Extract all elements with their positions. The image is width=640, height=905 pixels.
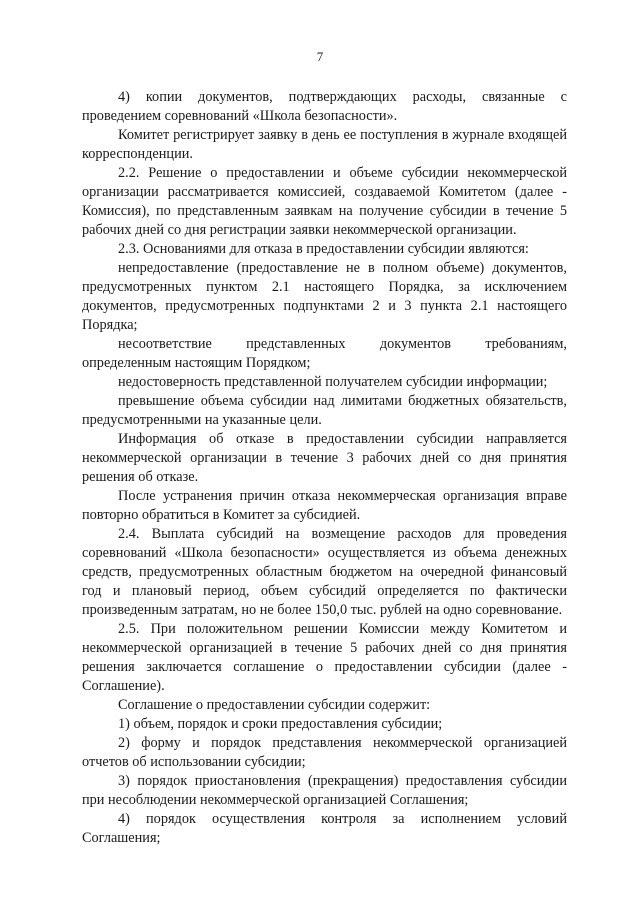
paragraph-16: 3) порядок приостановления (прекращения) предоставления субсидии при несоблюдении некоммерческой организацией Соглашения; (82, 773, 567, 808)
paragraph-6: несоответствие представленных документов требованиям, определенным настоящим Порядком; (82, 336, 567, 371)
paragraph-14: 1) объем, порядок и сроки предоставления субсидии; (118, 716, 443, 732)
paragraph-8: превышение объема субсидии над лимитами бюджетных обязательств, предусмотренными на указанные цели. (82, 393, 567, 428)
paragraph-11: 2.4. Выплата субсидий на возмещение расходов для проведения соревнований «Школа безопасности» осуществляется из объема денежных средств, предусмотренных областным бюджетом на очередной финансовый год и плановый период, объем субсидий определяется по фактически произведенным затратам, но не более 150,0 тыс. рублей на одно соревнование. (82, 526, 567, 618)
paragraph-4: 2.3. Основаниями для отказа в предоставлении субсидии являются: (118, 241, 529, 257)
paragraph-15: 2) форму и порядок представления некоммерческой организацией отчетов об использовании субсидии; (82, 735, 567, 770)
page-number: 7 (316, 49, 324, 64)
paragraph-1: 4) копии документов, подтверждающих расходы, связанные с проведением соревнований «Школа безопасности». (82, 89, 567, 124)
paragraph-2: Комитет регистрирует заявку в день ее поступления в журнале входящей корреспонденции. (82, 127, 567, 162)
paragraph-3: 2.2. Решение о предоставлении и объеме субсидии некоммерческой организации рассматривается комиссией, создаваемой Комитетом (далее - Комиссия), по представленным заявкам на получение субсидии в течение 5 рабочих дней со дня регистрации заявки некоммерческой организации. (82, 165, 567, 238)
paragraph-17: 4) порядок осуществления контроля за исполнением условий Соглашения; (82, 811, 567, 846)
paragraph-13: Соглашение о предоставлении субсидии содержит: (118, 697, 431, 713)
paragraph-10: После устранения причин отказа некоммерческая организация вправе повторно обратиться в Комитет за субсидией. (82, 488, 567, 523)
paragraph-12: 2.5. При положительном решении Комиссии между Комитетом и некоммерческой организацией в течение 5 рабочих дней со дня принятия решения заключается соглашение о предоставлении субсидии (далее - Соглашение). (82, 621, 567, 694)
paragraph-5: непредоставление (предоставление не в полном объеме) документов, предусмотренных пунктом 2.1 настоящего Порядка, за исключением документов, предусмотренных подпунктами 2 и 3 пункта 2.1 настоящего Порядка; (82, 260, 567, 333)
paragraph-7: недостоверность представленной получателем субсидии информации; (118, 374, 548, 390)
paragraph-9: Информация об отказе в предоставлении субсидии направляется некоммерческой организации в течение 3 рабочих дней со дня принятия решения об отказе. (82, 431, 567, 485)
document-body (82, 88, 567, 848)
